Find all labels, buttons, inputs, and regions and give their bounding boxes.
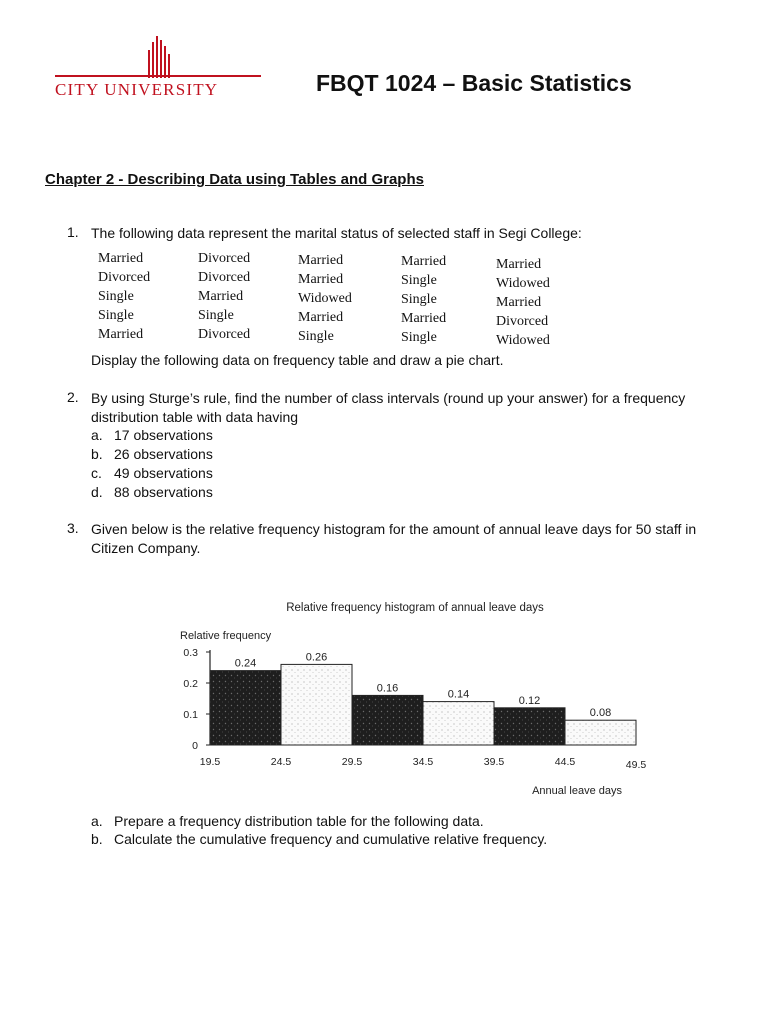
logo-rule — [55, 75, 261, 77]
chapter-title: Chapter 2 - Describing Data using Tables and Graphs — [45, 171, 424, 188]
status-cell: Widowed — [496, 333, 550, 348]
histogram-bar-value: 0.14 — [447, 688, 470, 701]
chart-y-tick-label: 0.3 — [183, 647, 198, 659]
histogram-bar — [352, 695, 423, 745]
chart-x-tick-label: 34.5 — [412, 756, 434, 768]
status-cell: Married — [401, 311, 447, 326]
q3-line2: Citizen Company. — [91, 540, 201, 556]
university-logo-bars — [147, 36, 171, 78]
histogram-chart — [170, 590, 670, 800]
q1-instruction: Display the following data on frequency table and draw a pie chart. — [91, 352, 504, 368]
histogram-bar — [281, 664, 352, 745]
q3-item-a-text: Prepare a frequency distribution table for the following data. — [114, 813, 484, 829]
chart-x-tick-label: 29.5 — [341, 756, 363, 768]
q3-item-b-label: b. — [91, 831, 103, 847]
status-cell: Married — [496, 295, 542, 310]
status-cell: Divorced — [496, 314, 549, 329]
histogram-bar-value: 0.08 — [589, 707, 612, 720]
histogram-bar — [423, 702, 494, 745]
q2-line2: distribution table with data having — [91, 409, 299, 425]
q2-item-b-text: 26 observations — [114, 446, 213, 462]
chart-x-tick-label: 49.5 — [625, 759, 647, 771]
q2-item-d-label: d. — [91, 484, 103, 500]
status-column — [401, 252, 446, 347]
q3-number: 3. — [67, 520, 79, 536]
status-cell: Married — [98, 251, 144, 266]
histogram-bar-value: 0.12 — [518, 694, 541, 707]
q2-item-a-text: 17 observations — [114, 427, 213, 443]
status-cell: Widowed — [496, 276, 550, 291]
q2-item-b-label: b. — [91, 446, 103, 462]
status-cell: Married — [298, 253, 344, 268]
chart-y-tick-label: 0.2 — [183, 678, 198, 690]
status-cell: Widowed — [298, 291, 352, 306]
status-cell: Single — [98, 289, 134, 304]
status-cell: Married — [401, 254, 447, 269]
university-name: CITY UNIVERSITY — [55, 80, 219, 99]
q2-line1: By using Sturge’s rule, find the number of class intervals (round up your answer) for a frequency — [91, 390, 686, 406]
histogram-bar — [565, 720, 636, 745]
chart-x-tick-label: 24.5 — [270, 756, 292, 768]
status-column — [198, 249, 250, 344]
q3-item-a-label: a. — [91, 813, 103, 829]
histogram-bar — [494, 708, 565, 745]
chart-x-tick-label: 39.5 — [483, 756, 505, 768]
status-cell: Divorced — [198, 270, 251, 285]
q2-item-c-label: c. — [91, 465, 102, 481]
course-title: FBQT 1024 – Basic Statistics — [316, 70, 632, 96]
q2-item-c-text: 49 observations — [114, 465, 213, 481]
status-cell: Single — [401, 330, 437, 345]
status-column — [496, 255, 550, 350]
q1-text: The following data represent the marital status of selected staff in Segi College: — [91, 225, 582, 241]
status-column — [298, 251, 352, 346]
status-cell: Single — [198, 308, 234, 323]
status-cell: Divorced — [198, 327, 251, 342]
histogram-bar-value: 0.24 — [234, 657, 257, 670]
q2-item-d-text: 88 observations — [114, 484, 213, 500]
chart-y-tick-label: 0 — [192, 740, 198, 752]
q3-line1: Given below is the relative frequency histogram for the amount of annual leave days for 50 staff in — [91, 521, 697, 537]
q1-number: 1. — [67, 224, 79, 240]
chart-x-tick-label: 19.5 — [199, 756, 221, 768]
status-cell: Married — [298, 310, 344, 325]
status-cell: Single — [401, 273, 437, 288]
status-cell: Married — [496, 257, 542, 272]
status-column — [98, 249, 150, 344]
q3-item-b-text: Calculate the cumulative frequency and cumulative relative frequency. — [114, 831, 548, 847]
q2-number: 2. — [67, 389, 79, 405]
q2-item-a-label: a. — [91, 427, 103, 443]
status-cell: Married — [98, 327, 144, 342]
chart-title: Relative frequency histogram of annual leave days — [286, 602, 544, 614]
histogram-bar — [210, 671, 281, 745]
status-cell: Married — [298, 272, 344, 287]
histogram-bar-value: 0.26 — [305, 651, 328, 664]
status-cell: Single — [298, 329, 334, 344]
chart-x-tick-label: 44.5 — [554, 756, 576, 768]
status-cell: Single — [98, 308, 134, 323]
status-cell: Married — [198, 289, 244, 304]
chart-x-axis-label: Annual leave days — [532, 785, 622, 797]
status-cell: Divorced — [98, 270, 151, 285]
status-cell: Divorced — [198, 251, 251, 266]
chart-y-axis-label: Relative frequency — [180, 630, 272, 642]
status-cell: Single — [401, 292, 437, 307]
histogram-bar-value: 0.16 — [376, 682, 399, 695]
chart-y-tick-label: 0.1 — [183, 709, 198, 721]
